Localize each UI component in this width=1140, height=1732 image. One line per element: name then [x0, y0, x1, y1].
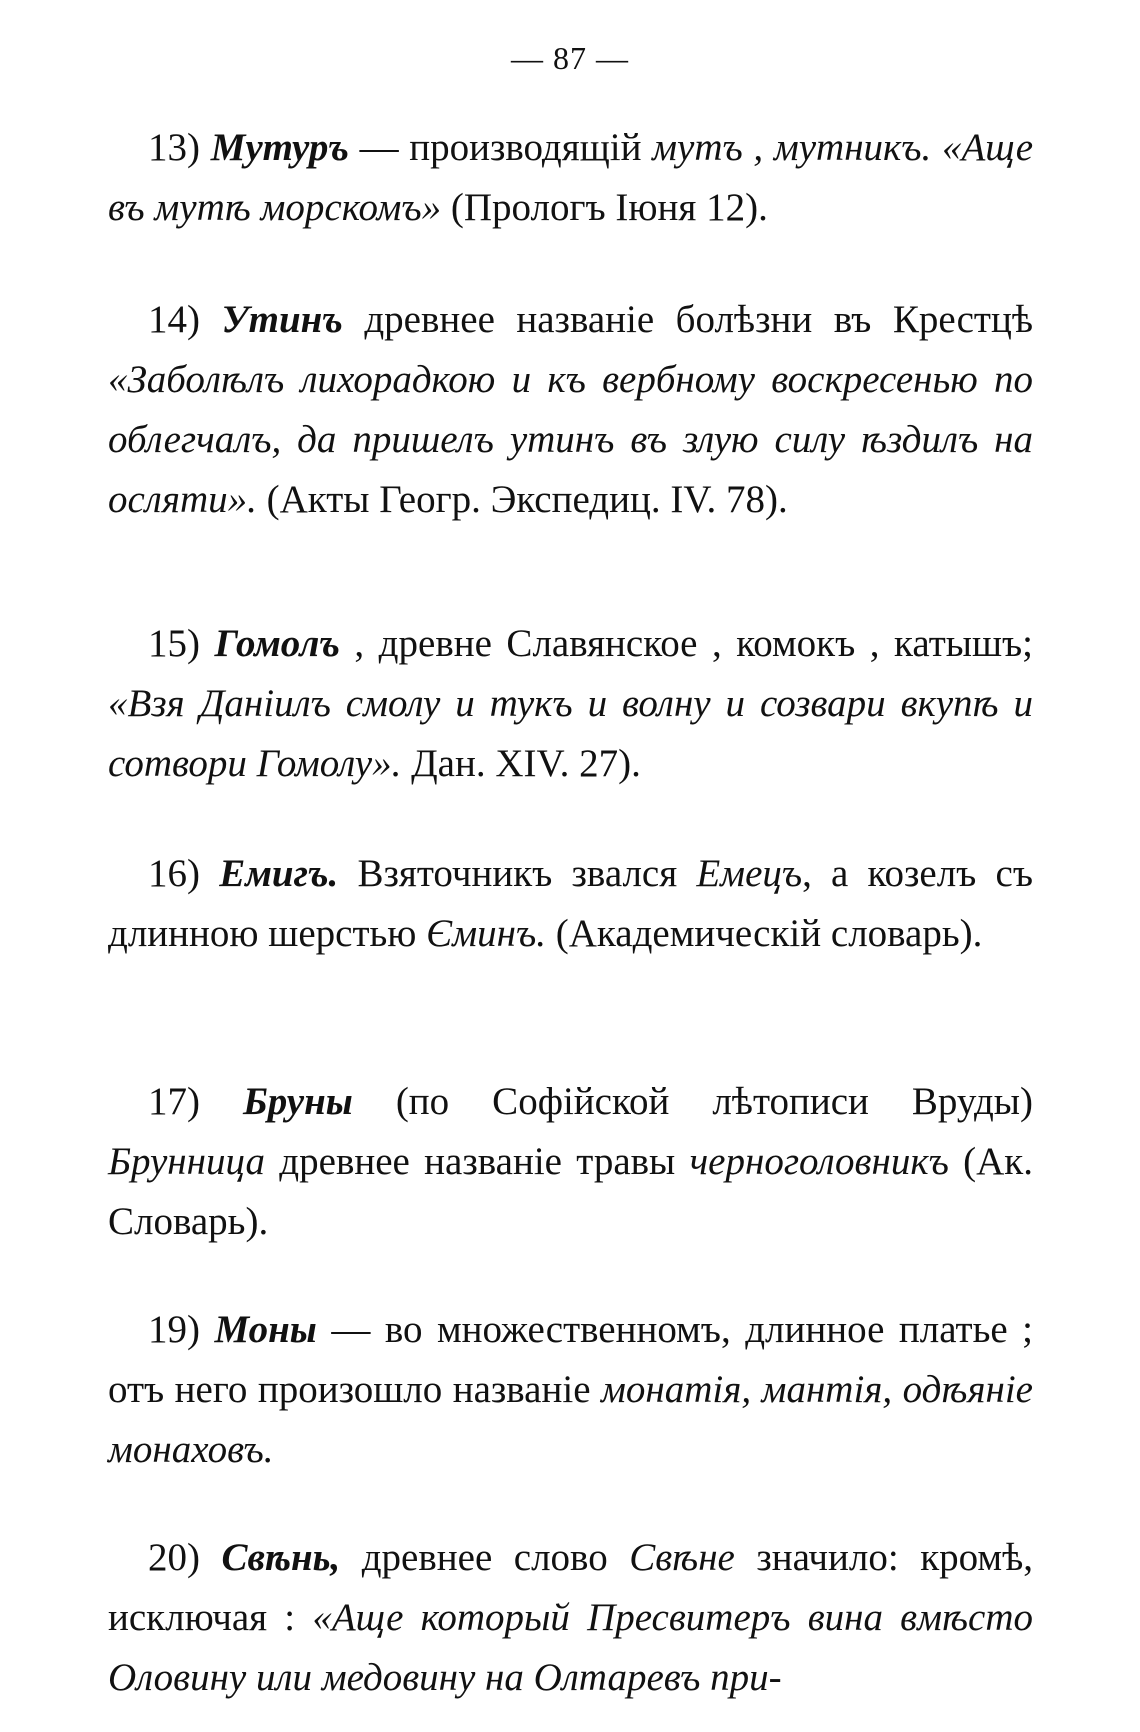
entry-19: [108, 1300, 1033, 1480]
entry-number: 16): [148, 852, 200, 895]
entry-headword: Утинъ: [221, 298, 343, 341]
italic-run: монатія, мантія, одѣяніе монаховъ.: [108, 1368, 1033, 1471]
entry-13: [108, 118, 1033, 238]
text-run: — во множественномъ, длинное платье ; отъ него произошло названіе: [108, 1308, 1034, 1411]
text-run: , древне Славянское , комокъ , катышъ;: [339, 622, 1033, 665]
italic-run: черноголовникъ: [689, 1140, 949, 1183]
entry-headword: Моны: [214, 1308, 317, 1351]
entry-headword: Гомолъ: [214, 622, 340, 665]
entry-number: 17): [148, 1080, 200, 1123]
text-run: (Акты Геогр. Экспедиц. IV. 78).: [256, 478, 788, 521]
italic-run: Брунница: [108, 1140, 265, 1183]
italic-run: Єминъ.: [426, 912, 546, 955]
entry-15: [108, 614, 1033, 794]
text-run: Взяточникъ звался: [338, 852, 697, 895]
entry-headword: Свѣнь,: [221, 1536, 341, 1579]
italic-run: Емецъ: [696, 852, 803, 895]
text-run: , а козелъ съ длинною шерстью: [108, 852, 1033, 955]
italic-run: «Взя Даніилъ смолу и тукъ и волну и созвари вкупѣ и сотвори Гомолу».: [108, 682, 1033, 785]
italic-run: Свѣне: [629, 1536, 735, 1579]
entry-headword: Мутуръ: [210, 126, 349, 169]
text-run: древнее названіе болѣзни въ Крестцѣ: [342, 298, 1034, 341]
entry-headword: Бруны: [243, 1080, 353, 1123]
text-run: (Академическій словарь).: [546, 912, 983, 955]
text-run: (по Софійской лѣтописи Вруды): [352, 1080, 1033, 1123]
entry-number: 20): [148, 1536, 200, 1579]
entry-20: [108, 1528, 1033, 1708]
text-run: (Прологъ Іюня 12).: [441, 186, 768, 229]
page-number: — 87 —: [511, 40, 629, 76]
italic-run: мутъ , мутникъ. «Аще въ мутѣ морскомъ»: [108, 126, 1034, 229]
text-run: Дан. XIV. 27).: [401, 742, 641, 785]
entry-headword: Емигъ.: [219, 852, 339, 895]
text-run: древнее слово: [340, 1536, 630, 1579]
text-run: — производящій: [348, 126, 653, 169]
entry-17: [108, 1072, 1033, 1252]
text-run: значило: кромѣ, исключая :: [108, 1536, 1034, 1639]
text-run: (Ак. Словарь).: [108, 1140, 1033, 1243]
entry-number: 15): [148, 622, 200, 665]
text-run: древнее названіе травы: [264, 1140, 690, 1183]
entry-number: 19): [148, 1308, 200, 1351]
entry-number: 14): [148, 298, 200, 341]
italic-run: «Заболѣлъ лихорадкою и къ вербному воскресенью по облегчалъ, да пришелъ утинъ въ злую силу ѣздилъ на осляти».: [108, 358, 1033, 521]
italic-run: «Аще который Пресвитеръ вина вмѣсто Оловину или медовину на Олтаревъ при-: [108, 1596, 1033, 1699]
entry-16: [108, 844, 1033, 964]
entry-number: 13): [148, 126, 200, 169]
entry-14: [108, 290, 1033, 530]
